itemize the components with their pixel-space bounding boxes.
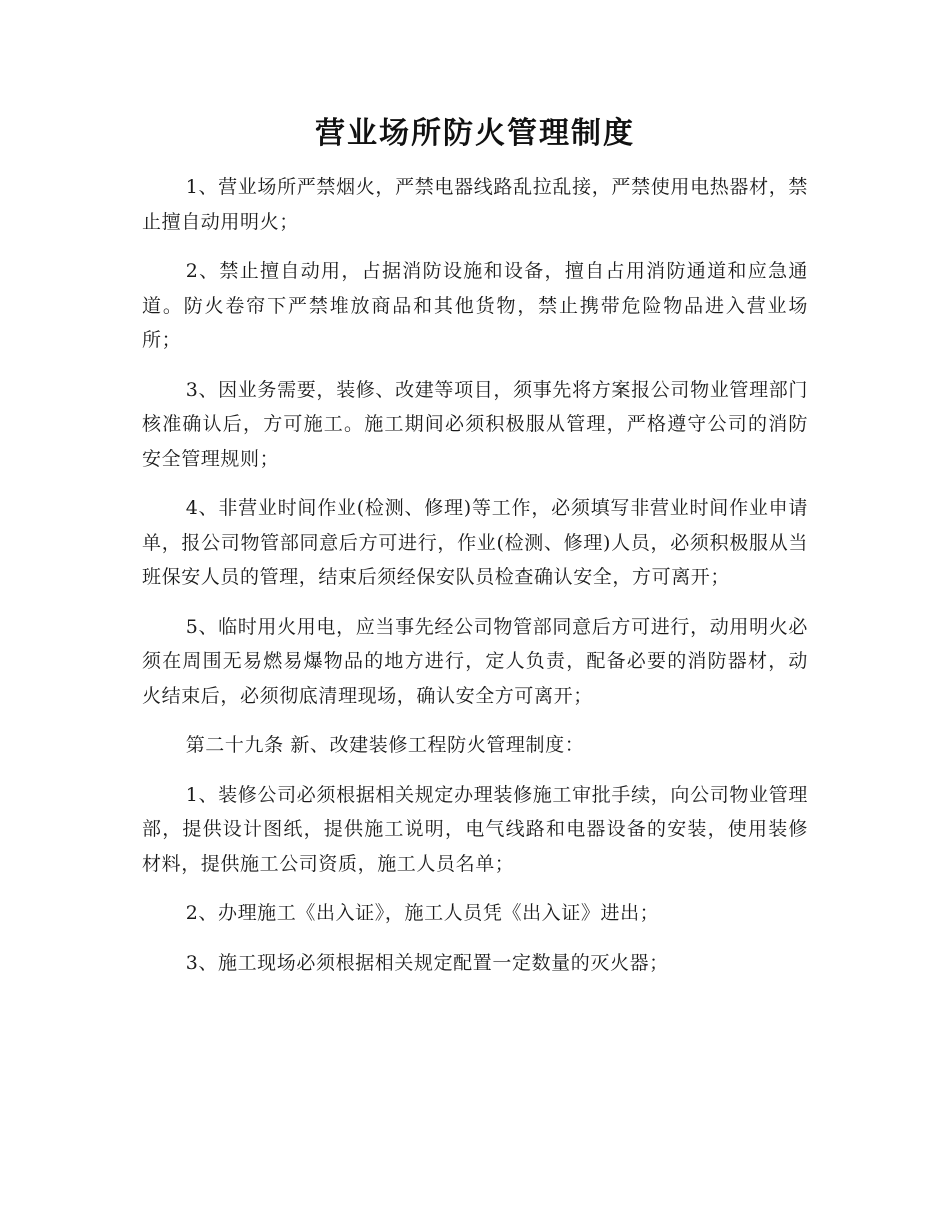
paragraph-9: 3、施工现场必须根据相关规定配置一定数量的灭火器； xyxy=(185,951,669,974)
paragraph-5: 5、临时用火用电，应当事先经公司物管部同意后方可进行，动用明火必须在周围无易燃易爆物品的地方进行，定人负责，配备必要的消防器材，动火结束后，必须彻底清理现场，确认安全方可离开； xyxy=(142,615,808,707)
section-heading-article-29: 第二十九条 新、改建装修工程防火管理制度： xyxy=(185,734,585,756)
paragraph-1: 1、营业场所严禁烟火，严禁电器线路乱拉乱接，严禁使用电热器材，禁止擅自动用明火； xyxy=(142,176,808,233)
document-title: 营业场所防火管理制度 xyxy=(315,116,635,151)
paragraph-3: 3、因业务需要，装修、改建等项目，须事先将方案报公司物业管理部门核准确认后，方可施工。施工期间必须积极服从管理，严格遵守公司的消防安全管理规则； xyxy=(142,378,808,470)
paragraph-4: 4、非营业时间作业(检测、修理)等工作，必须填写非营业时间作业申请单，报公司物管部同意后方可进行，作业(检测、修理)人员，必须积极服从当班保安人员的管理，结束后须经保安队员检查确认安全，方可离开； xyxy=(142,497,808,588)
paragraph-2: 2、禁止擅自动用，占据消防设施和设备，擅自占用消防通道和应急通道。防火卷帘下严禁堆放商品和其他货物，禁止携带危险物品进入营业场所； xyxy=(142,260,808,351)
paragraph-8: 2、办理施工《出入证》，施工人员凭《出入证》进出； xyxy=(185,902,660,924)
document-page xyxy=(142,104,808,995)
paragraph-7: 1、装修公司必须根据相关规定办理装修施工审批手续，向公司物业管理部，提供设计图纸，提供施工说明，电气线路和电器设备的安装，使用装修材料，提供施工公司资质，施工人员名单； xyxy=(142,783,808,875)
